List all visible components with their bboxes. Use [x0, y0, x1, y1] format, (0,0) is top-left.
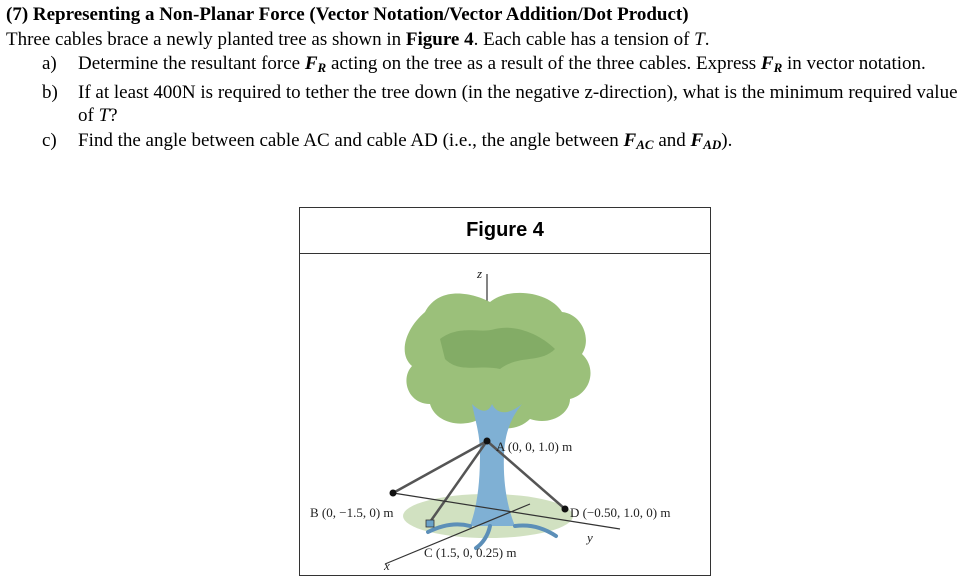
problem-intro	[6, 27, 974, 52]
part-a-text-2: acting on the tree as a result of the three cables. Express	[326, 53, 761, 74]
part-text	[78, 52, 974, 79]
tension-symbol: T	[98, 105, 110, 126]
tension-symbol: T	[694, 29, 705, 50]
part-a-text-3: in vector notation.	[782, 53, 926, 74]
force-letter: F	[623, 130, 637, 151]
part-c-text-2: and	[653, 130, 691, 151]
figure-4	[299, 207, 711, 576]
point-b	[390, 490, 397, 497]
force-letter: F	[760, 53, 774, 74]
part-c-text-3: ).	[721, 130, 733, 151]
cable-ab	[393, 441, 487, 493]
point-a-label: A (0, 0, 1.0) m	[496, 439, 573, 454]
force-symbol	[624, 130, 654, 151]
point-c-stake	[426, 520, 434, 527]
part-a	[6, 52, 974, 79]
part-c-text-1: Find the angle between cable AC and cable AD (i.e., the angle between	[78, 130, 624, 151]
part-letter: a)	[42, 53, 57, 74]
intro-text-end: .	[704, 29, 710, 50]
force-letter: F	[304, 53, 318, 74]
x-axis-label: x	[384, 558, 390, 573]
problem-heading: (7) Representing a Non-Planar Force (Vector Notation/Vector Addition/Dot Product)	[6, 4, 689, 25]
force-subscript: R	[317, 60, 327, 75]
force-subscript: AC	[636, 137, 654, 152]
intro-text-1: Three cables brace a newly planted tree as shown in	[6, 29, 406, 50]
part-a-text-1: Determine the resultant force	[78, 53, 305, 74]
point-d-label: D (−0.50, 1.0, 0) m	[570, 505, 671, 520]
figure-title: Figure 4	[300, 208, 710, 254]
point-b-label: B (0, −1.5, 0) m	[310, 505, 394, 520]
z-axis-label: z	[477, 266, 483, 281]
y-axis-label: y	[587, 530, 593, 545]
figure-reference: Figure 4	[405, 29, 474, 50]
force-symbol	[305, 53, 326, 74]
tree-diagram	[300, 254, 709, 574]
part-b-text-2: ?	[109, 105, 118, 126]
problem-parts	[6, 52, 974, 156]
problem-7	[6, 2, 974, 158]
point-a	[484, 438, 491, 445]
part-text	[78, 81, 974, 127]
point-d	[562, 506, 569, 513]
tree-foliage	[405, 293, 591, 429]
part-b-text-1: If at least 400N is required to tether the tree down (in the negative z-direction), what is the minimum required value of	[78, 82, 958, 126]
part-letter: c)	[42, 130, 57, 151]
force-subscript: R	[773, 60, 783, 75]
force-subscript: AD	[703, 137, 722, 152]
part-b	[6, 81, 974, 127]
point-c-label: C (1.5, 0, 0.25) m	[424, 545, 517, 560]
part-letter: b)	[42, 82, 58, 103]
part-c	[6, 129, 974, 156]
force-symbol	[691, 130, 722, 151]
part-text	[78, 129, 974, 156]
force-symbol	[761, 53, 782, 74]
force-letter: F	[690, 130, 704, 151]
intro-text-2: . Each cable has a tension of	[473, 29, 695, 50]
